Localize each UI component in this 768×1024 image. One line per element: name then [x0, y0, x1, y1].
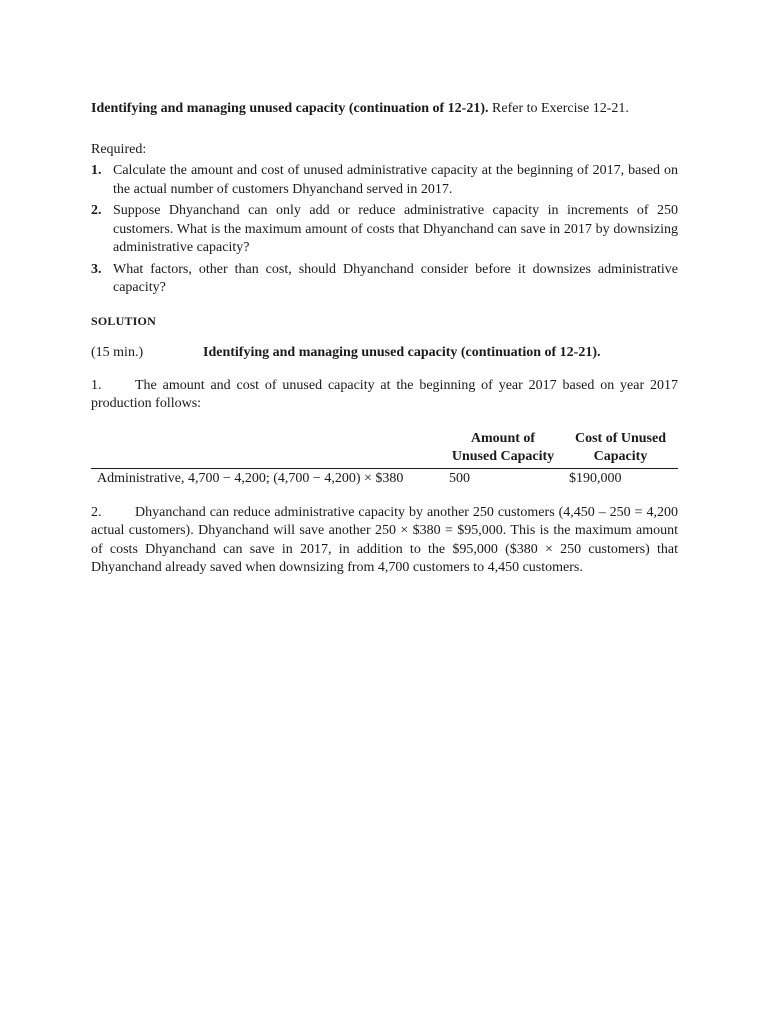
table-cell-cost: $190,000 — [569, 470, 622, 486]
table-row — [91, 468, 678, 488]
solution-time: (15 min.) — [91, 345, 144, 360]
paragraph-text: The amount and cost of unused capacity at the beginning of year 2017 based on year 2017 production follows: — [91, 377, 678, 411]
exercise-title-reference: Refer to Exercise 12-21. — [488, 101, 629, 116]
question-text: What factors, other than cost, should Dhyanchand consider before it downsizes administrative capacity? — [113, 261, 678, 295]
question-number: 3. — [91, 261, 102, 277]
header-amount-line2: Unused Capacity — [451, 448, 555, 464]
question-number: 1. — [91, 163, 102, 178]
exercise-title-bold: Identifying and managing unused capacity (continuation of 12-21). — [91, 101, 489, 116]
solution-title-line — [91, 344, 678, 363]
table-header-blank — [91, 430, 443, 469]
question-text: Calculate the amount and cost of unused administrative capacity at the beginning of 2017, based on the actual number of customers Dhyanchand served in 2017. — [113, 163, 678, 197]
solution-title: Identifying and managing unused capacity (continuation of 12-21). — [203, 345, 601, 360]
document-page — [91, 100, 678, 578]
header-amount-line1: Amount of — [470, 430, 536, 446]
solution-paragraph-2 — [91, 504, 678, 578]
exercise-title — [91, 100, 678, 119]
question-item — [91, 261, 678, 298]
table-header-row — [91, 430, 678, 469]
solution-paragraph-1 — [91, 377, 678, 414]
question-text: Suppose Dhyanchand can only add or reduce administrative capacity in increments of 250 customers. What is the maximum amount of costs that Dhyanchand can save in 2017 by downsizing administrative capacity? — [113, 203, 678, 255]
required-questions-list — [91, 162, 678, 298]
solution-heading: SOLUTION — [91, 313, 156, 328]
unused-capacity-table — [91, 430, 678, 488]
paragraph-number: 1. — [91, 377, 102, 393]
header-cost-line1: Cost of Unused — [574, 430, 666, 446]
paragraph-text: Dhyanchand can reduce administrative capacity by another 250 customers (4,450 – 250 = 4,200 actual customers). Dhyanchand will save another 250 × $380 = $95,000. This is the maximum amount of costs Dhyanchand can save in 2017, in addition to the $95,000 ($380 × 250 customers) that Dhyanchand already saved when downsizing from 4,700 customers to 4,450 customers. — [91, 504, 678, 575]
header-cost-line2: Capacity — [593, 448, 648, 464]
required-label: Required: — [91, 141, 147, 157]
table-cell-amount: 500 — [449, 470, 470, 486]
table-header-cost — [563, 430, 678, 469]
question-item — [91, 162, 678, 199]
question-item — [91, 202, 678, 258]
paragraph-number: 2. — [91, 504, 102, 520]
table-cell-label: Administrative, 4,700 − 4,200; (4,700 − 4,200) × $380 — [97, 470, 404, 486]
table-header-amount — [443, 430, 563, 469]
question-number: 2. — [91, 203, 102, 218]
